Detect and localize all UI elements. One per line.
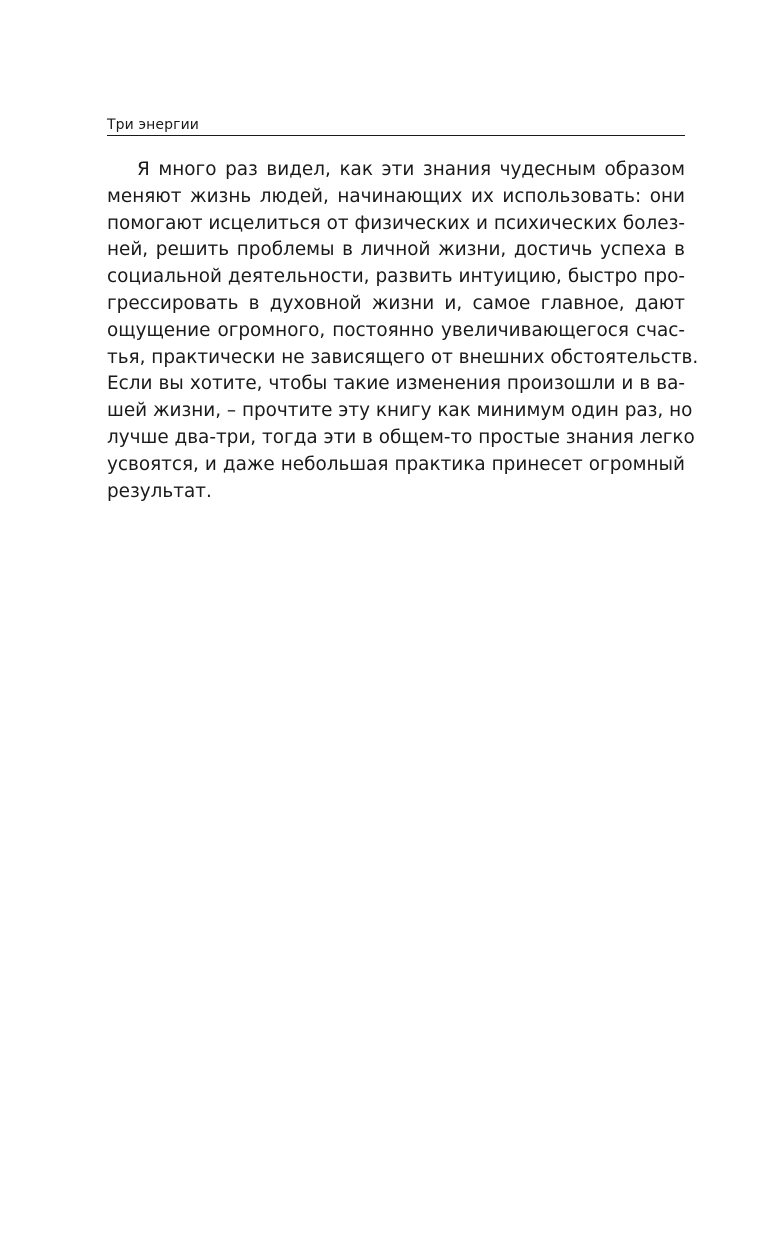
running-head-title: Три энергии	[107, 117, 199, 133]
paragraph-line: грессировать в духовной жизни и, самое главное, дают	[107, 292, 685, 314]
paragraph-line: шей жизни, – прочтите эту книгу как минимум один раз, но	[107, 400, 693, 422]
paragraph-line: ней, решить проблемы в личной жизни, достичь успеха в	[107, 239, 685, 261]
paragraph-line: социальной деятельности, развить интуицию, быстро про-	[107, 266, 685, 288]
paragraph-line: тья, практически не зависящего от внешних обстоятельств.	[107, 346, 699, 368]
paragraph-line: лучше два-три, тогда эти в общем-то простые знания легко	[107, 426, 695, 448]
paragraph-line: усвоятся, и даже небольшая практика принесет огромный	[107, 453, 685, 475]
body-paragraph	[107, 157, 699, 505]
paragraph-line: помогают исцелиться от физических и психических болез-	[107, 212, 685, 234]
paragraph-line: Если вы хотите, чтобы такие изменения произошли и в ва-	[107, 373, 685, 395]
paragraph-line: меняют жизнь людей, начинающих их использовать: они	[107, 185, 685, 207]
paragraph-line: ощущение огромного, постоянно увеличивающегося счас-	[107, 319, 685, 341]
paragraph-line: результат.	[107, 480, 212, 502]
header-rule	[107, 135, 685, 136]
paragraph-line: Я много раз видел, как эти знания чудесным образом	[137, 159, 685, 180]
